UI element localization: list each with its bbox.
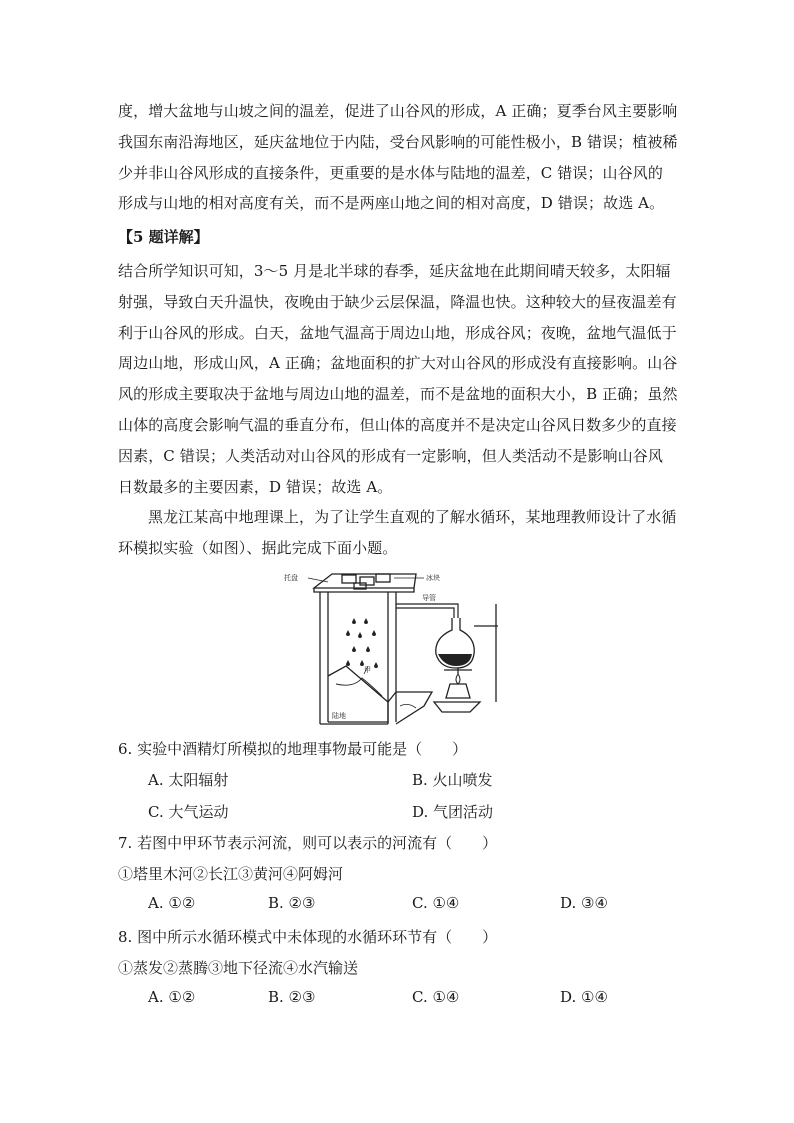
q6-option-c: C. 大气运动 (148, 803, 229, 821)
question-8-stem: 8. 图中所示水循环模式中未体现的水循环环节有（ ） (118, 928, 498, 946)
q6-option-a: A. 太阳辐射 (148, 771, 229, 789)
question-7-items: ①塔里木河②长江③黄河④阿姆河 (118, 865, 344, 883)
q7-option-c: C. ①④ (412, 894, 460, 912)
tube (396, 604, 458, 618)
answer-paragraph-4: 度，增大盆地与山坡之间的温差，促进了山谷风的形成，A 正确；夏季台风主要影响我国东南沿海地区，延庆盆地位于内陆，受台风影响的可能性极小，B 错误；植被稀少并非山谷风形成的直接条件，更重要的是水体与陆地的温差，C 错误；山谷风的形成与山地的相对高度有关，而不是两座山地之间的相对高度，D 错误；故选 A。 (118, 102, 678, 213)
question-8-items: ①蒸发②蒸腾③地下径流④水汽输送 (118, 959, 359, 977)
water-cycle-experiment-figure (284, 566, 520, 726)
q7-option-d: D. ③④ (560, 894, 608, 912)
raindrops (346, 618, 378, 668)
label-ice: 冰块 (426, 575, 440, 582)
q8-option-c: C. ①④ (412, 988, 460, 1006)
label-tray: 托盘 (284, 575, 298, 582)
water-tank (388, 692, 432, 724)
q8-option-b: B. ②③ (268, 988, 316, 1006)
label-river: 甲 (364, 667, 371, 674)
question-7-stem: 7. 若图中甲环节表示河流，则可以表示的河流有（ ） (118, 834, 498, 852)
glass-box (320, 592, 396, 724)
question-intro: 黑龙江某高中地理课上，为了让学生直观的了解水循环，某地理教师设计了水循环模拟实验（如图）、据此完成下面小题。 (118, 508, 677, 557)
q6-option-d: D. 气团活动 (412, 803, 494, 821)
ice-block (360, 577, 374, 585)
q8-option-d: D. ①④ (560, 988, 608, 1006)
question-6-stem: 6. 实验中酒精灯所模拟的地理事物最可能是（ ） (118, 740, 468, 758)
alcohol-lamp (446, 684, 470, 698)
q7-option-a: A. ①② (148, 894, 196, 912)
ice-block (342, 575, 356, 583)
ice-block (376, 574, 390, 582)
q6-option-b: B. 火山喷发 (412, 771, 493, 789)
q8-option-a: A. ①② (148, 988, 196, 1006)
label-land: 陆地 (332, 713, 346, 720)
section-heading-5: 【5 题详解】 (118, 228, 209, 246)
tray-top (314, 574, 416, 588)
answer-paragraph-5: 结合所学知识可知，3～5 月是北半球的春季，延庆盆地在此期间晴天较多，太阳辐射强，导致白天升温快，夜晚由于缺少云层保温，降温也快。这种较大的昼夜温差有利于山谷风的形成。白天，盆地气温高于周边山地，形成谷风；夜晚，盆地气温低于周边山地，形成山风，A 正确；盆地面积的扩大对山谷风的形成没有直接影响。山谷风的形成主要取决于盆地与周边山地的温差，而不是盆地的面积大小，B 正确；虽然山体的高度会影响气温的垂直分布，但山体的高度并不是决定山谷风日数多少的直接因素，C 错误；人类活动对山谷风的形成有一定影响，但人类活动不是影响山谷风日数最多的主要因素，D 错误；故选 A。 (118, 262, 678, 496)
q7-option-b: B. ②③ (268, 894, 316, 912)
label-tube: 导管 (422, 595, 436, 602)
